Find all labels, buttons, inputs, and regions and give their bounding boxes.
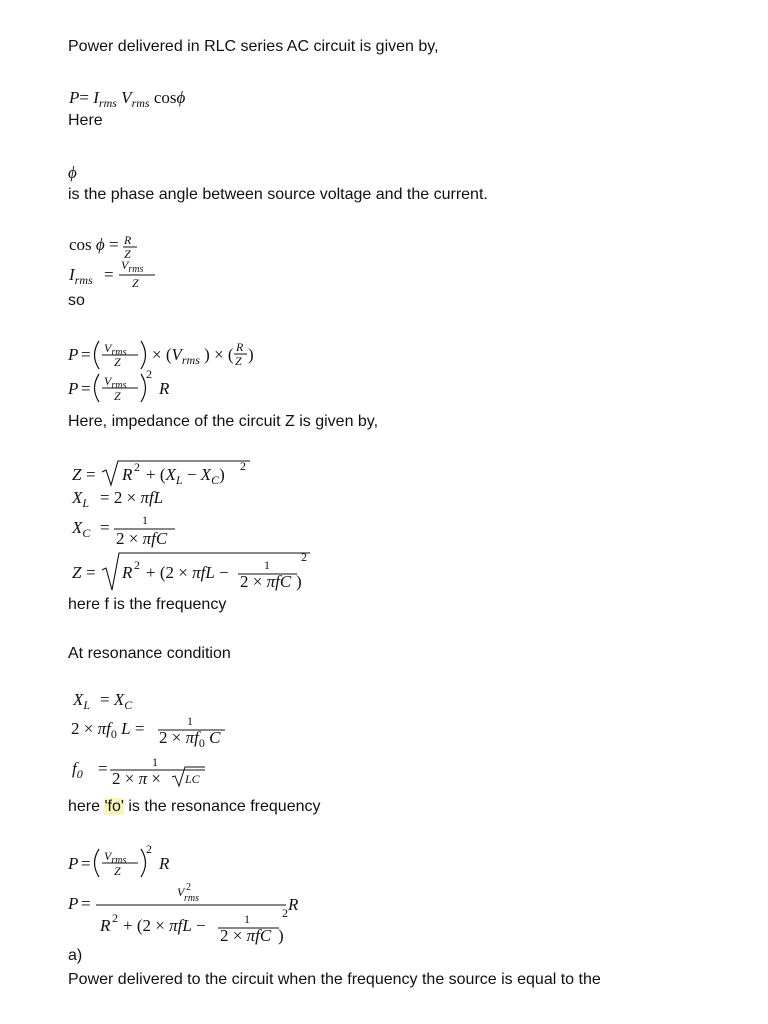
svg-text:Z: Z (124, 247, 131, 261)
highlighted-fo: 'fo' (104, 798, 124, 815)
svg-text:1: 1 (264, 558, 270, 572)
svg-text:Z: Z (114, 864, 121, 878)
svg-text:Z: Z (72, 563, 82, 582)
svg-text:2 × πfC: 2 × πfC (240, 572, 292, 591)
formula-i-rms (68, 258, 155, 290)
svg-text:P= Irms Vrms cosϕ: $P= I_{rms}$ $V_{rms}$ cosϕ (69, 88, 186, 110)
svg-text:Z: Z (72, 465, 82, 484)
part-a-label: a) (68, 947, 83, 964)
svg-text:ϕ: ϕ (68, 163, 77, 182)
svg-text:Z: Z (132, 276, 139, 290)
svg-text:2 × πfC: 2 × πfC (220, 926, 272, 945)
resonance-heading: At resonance condition (68, 645, 231, 662)
svg-text:R: R (159, 854, 170, 873)
svg-text:Vrms: $V_{rms}$ (104, 341, 127, 358)
svg-text:2: 2 (112, 911, 118, 925)
svg-text:R: R (124, 233, 132, 247)
svg-text:=: = (81, 345, 91, 364)
svg-text:V: V (177, 885, 185, 899)
svg-text:=: = (81, 854, 91, 873)
svg-text:2: 2 (240, 459, 246, 473)
svg-text:): ) (296, 572, 302, 591)
svg-text:2: 2 (134, 558, 140, 572)
svg-text:2 × πf0 C: $2 \times \pi f_0$ C (159, 728, 221, 750)
formula-impedance (72, 459, 250, 487)
formula-resonance-eq (72, 690, 133, 712)
svg-text:Vrms: $V_{rms}$ (104, 374, 127, 391)
svg-text:Vrms: $V_{rms}$ (104, 849, 127, 866)
svg-text:2 × π ×: 2 × π × (112, 769, 161, 788)
formula-power-step1 (67, 340, 254, 369)
svg-text:Z: Z (235, 354, 242, 368)
svg-text:2: 2 (282, 906, 288, 920)
svg-text:=: = (98, 759, 108, 778)
svg-text:2: 2 (301, 550, 307, 564)
formula-xc (71, 513, 175, 548)
formula-power-main (68, 88, 186, 110)
intro-text: Power delivered in RLC series AC circuit is given by, (68, 38, 439, 55)
svg-text:=: = (81, 379, 91, 398)
svg-text:=: = (104, 265, 114, 284)
svg-text:XC: $X_C$ (72, 518, 91, 540)
svg-text:=: = (100, 518, 110, 537)
svg-text:cos ϕ =: cos ϕ = (69, 235, 119, 254)
svg-text:Irms: $I_{rms}$ (69, 265, 93, 287)
svg-text:R: R (288, 895, 299, 914)
svg-text:P: P (68, 345, 79, 364)
svg-text:2 × πfC: 2 × πfC (116, 529, 168, 548)
formula-power-step2 (67, 367, 170, 403)
svg-text:): ) (248, 345, 254, 364)
svg-text:Z: Z (114, 389, 121, 403)
formula-f0 (72, 755, 205, 788)
svg-text:=: = (86, 563, 96, 582)
formula-xl (71, 488, 163, 510)
svg-text:P: P (68, 379, 79, 398)
svg-text:2 × πf0 L =: $2 \times \pi f_0$ L = (71, 719, 145, 741)
formula-resonance-eq2 (71, 714, 225, 750)
svg-text:=: = (86, 465, 96, 484)
svg-text:XL: $X_L$ (73, 690, 91, 712)
svg-text:= XC: = $X_C$ (100, 690, 133, 712)
svg-text:1: 1 (152, 755, 158, 769)
formula-cos-phi (69, 233, 137, 261)
svg-text:+ (XL − XC): + $(X_L - X_C)$ (146, 465, 225, 487)
formula-power-step3 (67, 842, 170, 878)
svg-text:Z: Z (114, 355, 121, 369)
formula-impedance-full (72, 550, 310, 591)
svg-text:R: R (122, 563, 133, 582)
svg-text:= 2 × πfL: = 2 × πfL (100, 488, 164, 507)
svg-text:=: = (81, 894, 91, 913)
so-label: so (68, 292, 85, 309)
svg-text:f0: $f_0$ (72, 759, 83, 781)
svg-text:2: 2 (134, 460, 140, 474)
svg-text:XL: $X_L$ (72, 488, 90, 510)
svg-text:2: 2 (146, 842, 152, 856)
phase-description: is the phase angle between source voltage and the current. (68, 186, 488, 203)
svg-text:× (Vrms ) × (: × ($V_{rms}$ ) × ( (152, 345, 234, 367)
resonance-frequency-note: here 'fo' is the resonance frequency (68, 798, 321, 815)
svg-text:LC: LC (185, 772, 200, 786)
svg-text:1: 1 (142, 513, 148, 527)
svg-text:1: 1 (187, 714, 193, 728)
svg-text:R: R (100, 916, 111, 935)
here-label: Here (68, 112, 103, 129)
formula-phi-symbol (68, 163, 77, 182)
svg-text:2: 2 (146, 367, 152, 381)
svg-text:R: R (159, 379, 170, 398)
formula-power-final (67, 882, 299, 945)
svg-text:P: P (68, 894, 79, 913)
part-a-text: Power delivered to the circuit when the frequency the source is equal to the (68, 971, 601, 988)
svg-text:R: R (122, 465, 133, 484)
svg-text:1: 1 (244, 912, 250, 926)
svg-text:2: 2 (186, 882, 191, 893)
svg-text:Vrms: $V_{rms}$ (121, 258, 144, 275)
svg-text:+ (2 × πfL −: + (2 × πfL − (146, 563, 229, 582)
svg-text:P: P (68, 854, 79, 873)
svg-text:rms: rms (184, 893, 200, 904)
svg-text:+ (2 × πfL −: + (2 × πfL − (123, 916, 206, 935)
svg-text:): ) (278, 926, 284, 945)
svg-text:R: R (236, 340, 244, 354)
frequency-note: here f is the frequency (68, 596, 227, 613)
impedance-intro: Here, impedance of the circuit Z is given by, (68, 413, 379, 430)
